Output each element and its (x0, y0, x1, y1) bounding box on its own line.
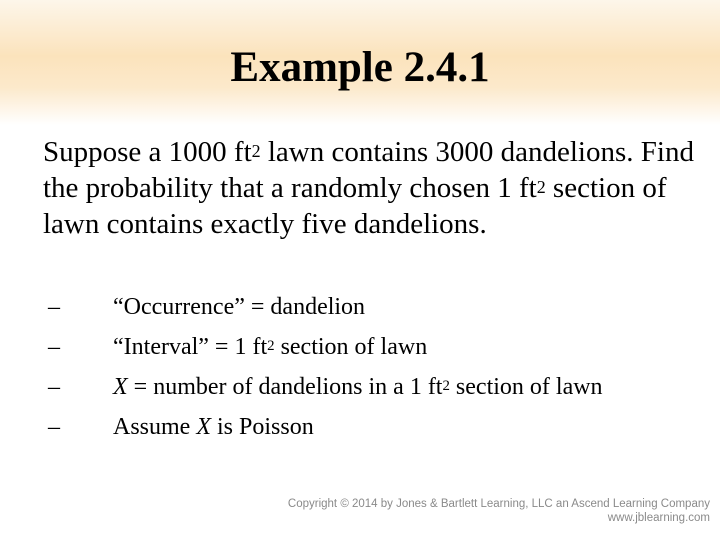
bullet-list (48, 291, 668, 451)
bullet-text: section of lawn (449, 374, 603, 400)
bullet-item-occurrence (48, 291, 668, 324)
dash-marker: – (48, 334, 60, 360)
superscript-2: 2 (442, 378, 450, 394)
bullet-text: section of lawn (274, 334, 428, 360)
problem-statement (43, 134, 703, 242)
problem-text-1: Suppose a 1000 ft (43, 136, 252, 168)
bullet-item-interval (48, 331, 668, 364)
bullet-text: Assume (113, 414, 197, 440)
copyright-text: Copyright © 2014 by Jones & Bartlett Learning, LLC an Ascend Learning Company (287, 498, 710, 510)
copyright-footer (288, 497, 710, 525)
variable-x: X (196, 414, 212, 440)
bullet-text: is Poisson (211, 414, 314, 440)
superscript-2: 2 (267, 338, 275, 354)
superscript-2: 2 (536, 177, 546, 197)
bullet-text: “Interval” = 1 ft (113, 334, 268, 360)
bullet-text: “Occurrence” = dandelion (113, 294, 366, 320)
bullet-item-poisson (48, 411, 668, 444)
superscript-2: 2 (251, 141, 261, 161)
bullet-item-variable-x (48, 371, 668, 404)
dash-marker: – (48, 414, 60, 440)
website-url: www.jblearning.com (607, 512, 710, 524)
problem-text-3: section of lawn contains exactly five dandelions. (43, 172, 667, 240)
variable-x: X (113, 374, 128, 400)
dash-marker: – (48, 374, 60, 400)
problem-text-2: lawn contains 3000 dandelions. Find the probability that a randomly chosen 1 ft (43, 136, 694, 204)
slide-title: Example 2.4.1 (230, 44, 490, 91)
dash-marker: – (48, 294, 60, 320)
bullet-text: = number of dandelions in a 1 ft (127, 374, 443, 400)
